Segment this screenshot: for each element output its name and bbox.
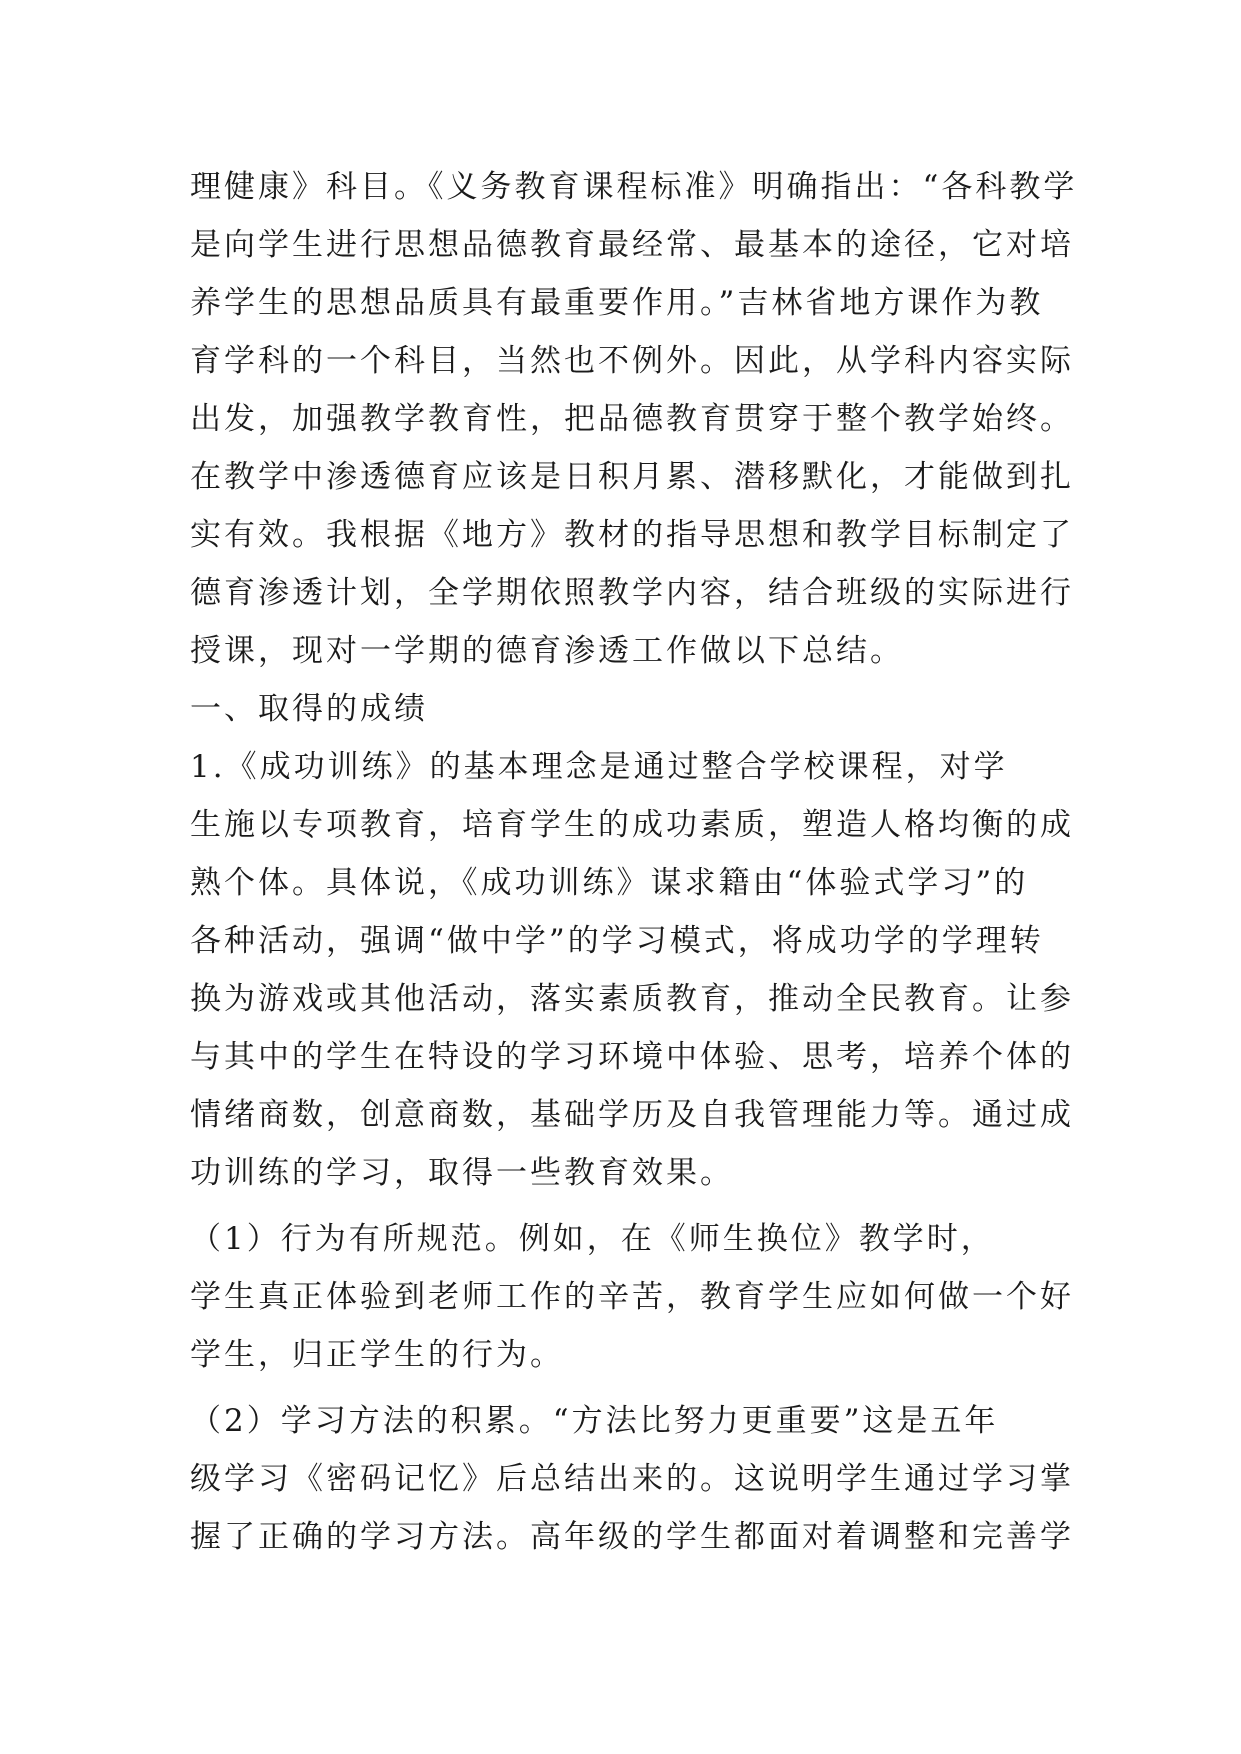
text-line: 功训练的学习，取得一些教育效果。 — [190, 1155, 734, 1191]
text-line: 各种活动，强调“做中学”的学习模式，将成功学的学理转 — [190, 923, 1044, 959]
body-text — [190, 158, 1078, 1566]
paragraph-gap — [190, 1384, 1070, 1392]
text-line: 学生真正体验到老师工作的辛苦，教育学生应如何做一个好 — [190, 1279, 1074, 1315]
text-line: 熟个体。具体说，《成功训练》谋求籍由“体验式学习”的 — [190, 865, 1029, 901]
text-line: 养学生的思想品质具有最重要作用。”吉林省地方课作为教 — [190, 285, 1044, 321]
text-line: 理健康》科目。《义务教育课程标准》明确指出：“各科教学 — [190, 169, 1078, 205]
text-line: 换为游戏或其他活动，落实素质教育，推动全民教育。让参 — [190, 981, 1074, 1017]
text-line: 授课，现对一学期的德育渗透工作做以下总结。 — [190, 633, 904, 669]
text-line: 学生，归正学生的行为。 — [190, 1337, 564, 1373]
paragraph-gap — [190, 1202, 1070, 1210]
text-line: 是向学生进行思想品德教育最经常、最基本的途径，它对培 — [190, 227, 1074, 263]
text-line: 德育渗透计划，全学期依照教学内容，结合班级的实际进行 — [190, 575, 1074, 611]
text-line: （1）行为有所规范。例如，在《师生换位》教学时， — [190, 1221, 995, 1257]
text-line: 在教学中渗透德育应该是日积月累、潜移默化，才能做到扎 — [190, 459, 1074, 495]
text-line: 实有效。我根据《地方》教材的指导思想和教学目标制定了 — [190, 517, 1074, 553]
text-line: 级学习《密码记忆》后总结出来的。这说明学生通过学习掌 — [190, 1461, 1074, 1497]
text-line: 生施以专项教育，培育学生的成功素质，塑造人格均衡的成 — [190, 807, 1074, 843]
text-line: 育学科的一个科目，当然也不例外。因此，从学科内容实际 — [190, 343, 1074, 379]
text-line: 握了正确的学习方法。高年级的学生都面对着调整和完善学 — [190, 1519, 1074, 1555]
text-line: 出发，加强教学教育性，把品德教育贯穿于整个教学始终。 — [190, 401, 1074, 437]
text-line: 情绪商数，创意商数，基础学历及自我管理能力等。通过成 — [190, 1097, 1074, 1133]
text-line: （2）学习方法的积累。“方法比努力更重要”这是五年 — [190, 1403, 999, 1439]
text-line: 与其中的学生在特设的学习环境中体验、思考，培养个体的 — [190, 1039, 1074, 1075]
text-line: 1.《成功训练》的基本理念是通过整合学校课程，对学 — [190, 749, 1008, 785]
section-heading: 一、取得的成绩 — [190, 691, 428, 727]
